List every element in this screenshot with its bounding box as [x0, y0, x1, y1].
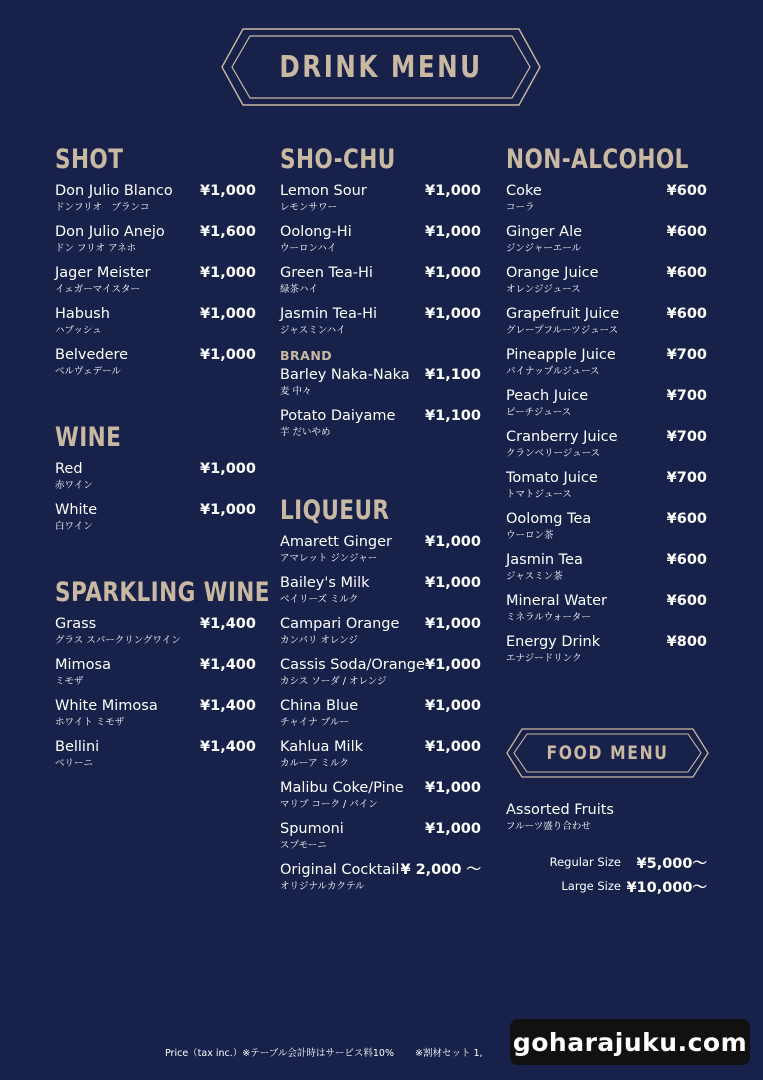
menu-item — [55, 345, 258, 386]
item-name: Bailey's Milk — [280, 575, 370, 591]
size-price: ¥10,000〜 — [626, 880, 707, 896]
menu-item — [280, 860, 483, 901]
item-price: ¥1,000 — [425, 616, 481, 632]
item-japanese-name: ドンフリオ ブランコ — [55, 202, 150, 213]
item-price: ¥600 — [666, 306, 707, 322]
item-price: ¥600 — [666, 511, 707, 527]
item-japanese-name: オレンジジュース — [506, 284, 581, 295]
section-non-alcohol — [506, 143, 709, 673]
item-name: Barley Naka-Naka — [280, 367, 410, 383]
item-japanese-name: マリブ コーク / パイン — [280, 799, 378, 810]
item-price: ¥1,000 — [200, 306, 256, 322]
item-name: Cranberry Juice — [506, 429, 618, 445]
menu-item — [280, 614, 483, 655]
item-name: Green Tea-Hi — [280, 265, 373, 281]
item-japanese-name: ベリーニ — [55, 758, 94, 769]
menu-item — [55, 181, 258, 222]
menu-item — [280, 532, 483, 573]
item-name: Grapefruit Juice — [506, 306, 620, 322]
item-name: Jasmin Tea — [506, 552, 583, 568]
item-price: ¥600 — [666, 593, 707, 609]
item-japanese-name: 麦 中々 — [280, 386, 312, 397]
item-japanese-name: 緑茶ハイ — [280, 284, 319, 295]
menu-item — [55, 655, 258, 696]
item-name: Mineral Water — [506, 593, 607, 609]
item-name: Original Cocktail — [280, 862, 400, 878]
item-name: China Blue — [280, 698, 359, 714]
item-price: ¥1,400 — [200, 657, 256, 673]
item-japanese-name: ミモザ — [55, 676, 84, 687]
menu-title-badge — [221, 28, 541, 106]
item-name: Oolong-Hi — [280, 224, 352, 240]
menu-item — [506, 550, 709, 591]
item-price: ¥1,000 — [425, 183, 481, 199]
size-label: Regular Size — [549, 855, 621, 869]
item-name: Don Julio Blanco — [55, 183, 173, 199]
item-japanese-name: ベルヴェデール — [55, 366, 121, 377]
item-japanese-name: イェガーマイスター — [55, 284, 140, 295]
item-name: White — [55, 502, 98, 518]
item-japanese-name: レモンサワー — [280, 202, 338, 213]
section-liqueur — [280, 494, 483, 901]
item-japanese-name: パイナップルジュース — [506, 366, 600, 377]
food-menu-title: FOOD MENU — [546, 742, 669, 764]
menu-item — [506, 632, 709, 673]
item-name: Ginger Ale — [506, 224, 583, 240]
item-price: ¥1,000 — [425, 657, 481, 673]
item-price: ¥700 — [666, 347, 707, 363]
food-menu-badge — [506, 728, 709, 778]
menu-item — [280, 696, 483, 737]
item-price: ¥600 — [666, 224, 707, 240]
item-name: Don Julio Anejo — [55, 224, 165, 240]
menu-item — [55, 614, 258, 655]
item-price: ¥1,000 — [200, 502, 256, 518]
item-price: ¥1,000 — [425, 534, 481, 550]
item-japanese-name: ジャスミンハイ — [280, 325, 346, 336]
section-title-non-alcohol: NON-ALCOHOL — [506, 144, 689, 175]
section-shochu — [280, 143, 483, 447]
item-price: ¥1,000 — [200, 265, 256, 281]
item-name: Bellini — [55, 739, 100, 755]
item-price: ¥1,400 — [200, 616, 256, 632]
item-japanese-name: カルーア ミルク — [280, 758, 349, 769]
menu-item — [506, 345, 709, 386]
item-name: Jasmin Tea-Hi — [280, 306, 378, 322]
section-title-wine: WINE — [55, 422, 122, 453]
section-title-shochu: SHO-CHU — [280, 144, 396, 175]
menu-item — [280, 737, 483, 778]
size-price: ¥5,000〜 — [636, 856, 707, 872]
item-japanese-name: チャイナ ブルー — [280, 717, 349, 728]
item-name: Habush — [55, 306, 110, 322]
page-title: DRINK MENU — [279, 49, 483, 85]
menu-item — [280, 406, 483, 447]
item-price: ¥700 — [666, 429, 707, 445]
food-size-large — [506, 876, 707, 898]
item-japanese-name: グレープフルーツジュース — [506, 325, 619, 336]
item-japanese-name: ハブッシュ — [55, 325, 102, 336]
item-name: Cassis Soda/Orange — [280, 657, 425, 673]
menu-item — [506, 427, 709, 468]
menu-item — [280, 263, 483, 304]
menu-item — [280, 655, 483, 696]
item-price: ¥1,400 — [200, 739, 256, 755]
item-japanese-name: ミネラルウォーター — [506, 612, 591, 623]
menu-item — [55, 500, 258, 541]
item-name: Kahlua Milk — [280, 739, 364, 755]
menu-item — [506, 222, 709, 263]
menu-item — [506, 468, 709, 509]
item-price: ¥1,000 — [425, 575, 481, 591]
item-japanese-name: トマトジュース — [506, 489, 572, 500]
item-price: ¥1,400 — [200, 698, 256, 714]
item-name: Energy Drink — [506, 634, 601, 650]
item-name: White Mimosa — [55, 698, 158, 714]
brand-subheading: BRAND — [280, 348, 333, 363]
item-name: Amarett Ginger — [280, 534, 393, 550]
item-japanese-name: 白ワイン — [55, 521, 93, 532]
item-price: ¥1,000 — [425, 780, 481, 796]
item-japanese-name: ピーチジュース — [506, 407, 572, 418]
item-japanese-name: 芋 だいやめ — [280, 427, 331, 438]
item-japanese-name: クランベリージュース — [506, 448, 601, 459]
menu-item — [280, 304, 483, 345]
item-japanese-name: アマレット ジンジャー — [280, 553, 378, 564]
footnote-mixer-set: ※割材セット 1, — [415, 1048, 483, 1059]
item-price: ¥1,600 — [200, 224, 256, 240]
size-label: Large Size — [561, 879, 621, 893]
item-name: Tomato Juice — [506, 470, 598, 486]
item-price: ¥600 — [666, 265, 707, 281]
item-japanese-name: カシス ソーダ / オレンジ — [280, 676, 387, 687]
item-name: Spumoni — [280, 821, 344, 837]
menu-item — [506, 591, 709, 632]
menu-item — [55, 696, 258, 737]
menu-item — [55, 263, 258, 304]
menu-item — [280, 181, 483, 222]
footnote-tax: Price（tax inc.）※テーブル会計時はサービス料10% — [165, 1048, 394, 1059]
item-name: Orange Juice — [506, 265, 599, 281]
item-price: ¥1,000 — [425, 306, 481, 322]
item-japanese-name: グラス スパークリングワイン — [55, 635, 181, 646]
item-name: Oolomg Tea — [506, 511, 592, 527]
item-name: Jager Meister — [55, 265, 151, 281]
menu-item — [280, 819, 483, 860]
item-price: ¥1,000 — [200, 183, 256, 199]
food-item-ja: フルーツ盛り合わせ — [506, 821, 591, 832]
item-japanese-name: スプモーニ — [280, 840, 327, 851]
item-price: ¥800 — [666, 634, 707, 650]
menu-item — [506, 304, 709, 345]
menu-item — [280, 573, 483, 614]
item-japanese-name: ウーロンハイ — [280, 243, 337, 254]
menu-item — [506, 509, 709, 550]
food-item-name: Assorted Fruits — [506, 802, 614, 818]
section-title-liqueur: LIQUEUR — [280, 495, 390, 526]
item-price: ¥1,000 — [425, 698, 481, 714]
section-sparkling-wine — [55, 576, 270, 778]
menu-item — [506, 263, 709, 304]
menu-item — [506, 386, 709, 427]
menu-item — [280, 365, 483, 406]
site-watermark: goharajuku.com — [510, 1019, 750, 1065]
item-japanese-name: ベイリーズ ミルク — [280, 594, 359, 605]
menu-item — [280, 778, 483, 819]
item-japanese-name: 赤ワイン — [55, 480, 93, 491]
item-name: Mimosa — [55, 657, 111, 673]
food-item-assorted-fruits — [506, 800, 709, 834]
section-shot — [55, 143, 258, 386]
section-title-sparkling-wine: SPARKLING WINE — [55, 577, 270, 608]
item-japanese-name: ジンジャーエール — [506, 243, 582, 254]
item-name: Peach Juice — [506, 388, 589, 404]
section-wine — [55, 421, 258, 541]
item-japanese-name: コーラ — [506, 202, 535, 213]
section-title-shot: SHOT — [55, 144, 124, 175]
item-price: ¥1,100 — [425, 408, 481, 424]
item-name: Coke — [506, 183, 542, 199]
item-price: ¥700 — [666, 470, 707, 486]
item-name: Campari Orange — [280, 616, 400, 632]
food-size-regular — [506, 852, 707, 874]
item-price: ¥700 — [666, 388, 707, 404]
item-japanese-name: ウーロン茶 — [506, 530, 554, 541]
item-name: Pineapple Juice — [506, 347, 616, 363]
item-price: ¥1,000 — [200, 347, 256, 363]
item-japanese-name: エナジードリンク — [506, 653, 582, 664]
item-name: Potato Daiyame — [280, 408, 396, 424]
menu-item — [55, 459, 258, 500]
menu-item — [506, 181, 709, 222]
item-name: Lemon Sour — [280, 183, 367, 199]
item-japanese-name: カンパリ オレンジ — [280, 635, 358, 646]
item-japanese-name: ジャスミン茶 — [506, 571, 563, 582]
item-price: ¥1,000 — [425, 739, 481, 755]
item-japanese-name: オリジナルカクテル — [280, 881, 365, 892]
item-price: ¥1,000 — [425, 224, 481, 240]
item-name: Malibu Coke/Pine — [280, 780, 404, 796]
item-price: ¥1,000 — [200, 461, 256, 477]
item-japanese-name: ドン フリオ アネホ — [55, 243, 137, 254]
menu-item — [280, 222, 483, 263]
item-price: ¥ 2,000 〜 — [400, 862, 481, 878]
item-price: ¥1,000 — [425, 265, 481, 281]
item-price: ¥600 — [666, 552, 707, 568]
menu-item — [55, 222, 258, 263]
item-price: ¥1,100 — [425, 367, 481, 383]
item-name: Belvedere — [55, 347, 129, 363]
menu-item — [55, 304, 258, 345]
menu-item — [55, 737, 258, 778]
item-name: Grass — [55, 616, 97, 632]
item-name: Red — [55, 461, 83, 477]
price-footnote — [165, 1045, 483, 1059]
item-japanese-name: ホワイト ミモザ — [55, 717, 125, 728]
item-price: ¥600 — [666, 183, 707, 199]
item-price: ¥1,000 — [425, 821, 481, 837]
